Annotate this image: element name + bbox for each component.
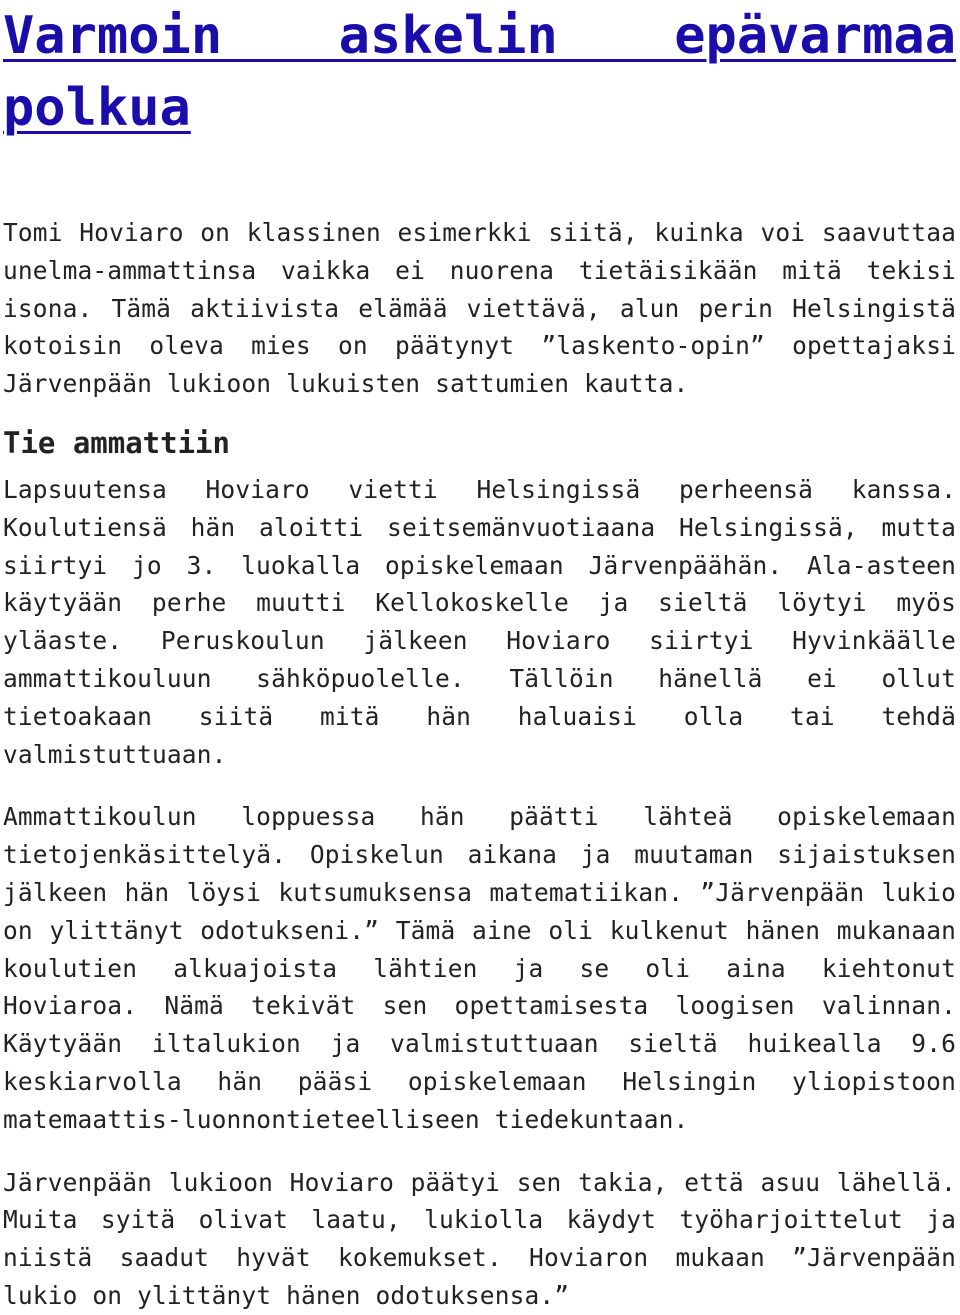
section-heading: Tie ammattiin <box>3 425 230 460</box>
article-intro: Tomi Hoviaro on klassinen esimerkki siitä, kuinka voi saavuttaa unelma-ammattinsa vaikka ei nuorena tietäisikään mitä tekisi isona. Tämä aktiivista elämää viettävä, alun perin Helsingistä kotoisin oleva mies on päätynyt ”laskento-opin” opettajaksi Järvenpään lukioon lukuisten sattumien kautta. <box>3 218 956 399</box>
article-paragraph: Ammattikoulun loppuessa hän päätti lähteä opiskelemaan tietojenkäsittelyä. Opiskelun aikana ja muutaman sijaistuksen jälkeen hän löysi kutsumuksensa matematiikan. ”Järvenpään lukio on ylittänyt odotukseni.” Tämä aine oli kulkenut hänen mukanaan koulutien alkuajoista lähtien ja se oli aina kiehtonut Hoviaroa. Nämä tekivät sen opettamisesta loogisen valinnan. Käytyään iltalukion ja valmistuttuaan sieltä huikealla 9.6 keskiarvolla hän pääsi opiskelemaan Helsingin yliopistoon matemaattis-luonnontieteelliseen tiedekuntaan. <box>3 802 956 1134</box>
article-paragraph: Lapsuutensa Hoviaro vietti Helsingissä perheensä kanssa. Koulutiensä hän aloitti seitsemänvuotiaana Helsingissä, mutta siirtyi jo 3. luokalla opiskelemaan Järvenpäähän. Ala-asteen käytyään perhe muutti Kellokoskelle ja sieltä löytyi myös yläaste. Peruskoulun jälkeen Hoviaro siirtyi Hyvinkäälle ammattikouluun sähköpuolelle. Tällöin hänellä ei ollut tietoakaan siitä mitä hän haluaisi olla tai tehdä valmistuttuaan. <box>3 474 956 769</box>
article-title-link[interactable]: Varmoin askelin epävarmaa polkua <box>3 6 956 138</box>
article-title <box>3 0 956 144</box>
article-paragraph: Järvenpään lukioon Hoviaro päätyi sen takia, että asuu lähellä. Muita syitä olivat laatu, lukiolla käydyt työharjoittelut ja niistä saadut hyvät kokemukset. Hoviaron mukaan ”Järvenpään lukio on ylittänyt hänen odotuksensa.” <box>3 1167 956 1310</box>
